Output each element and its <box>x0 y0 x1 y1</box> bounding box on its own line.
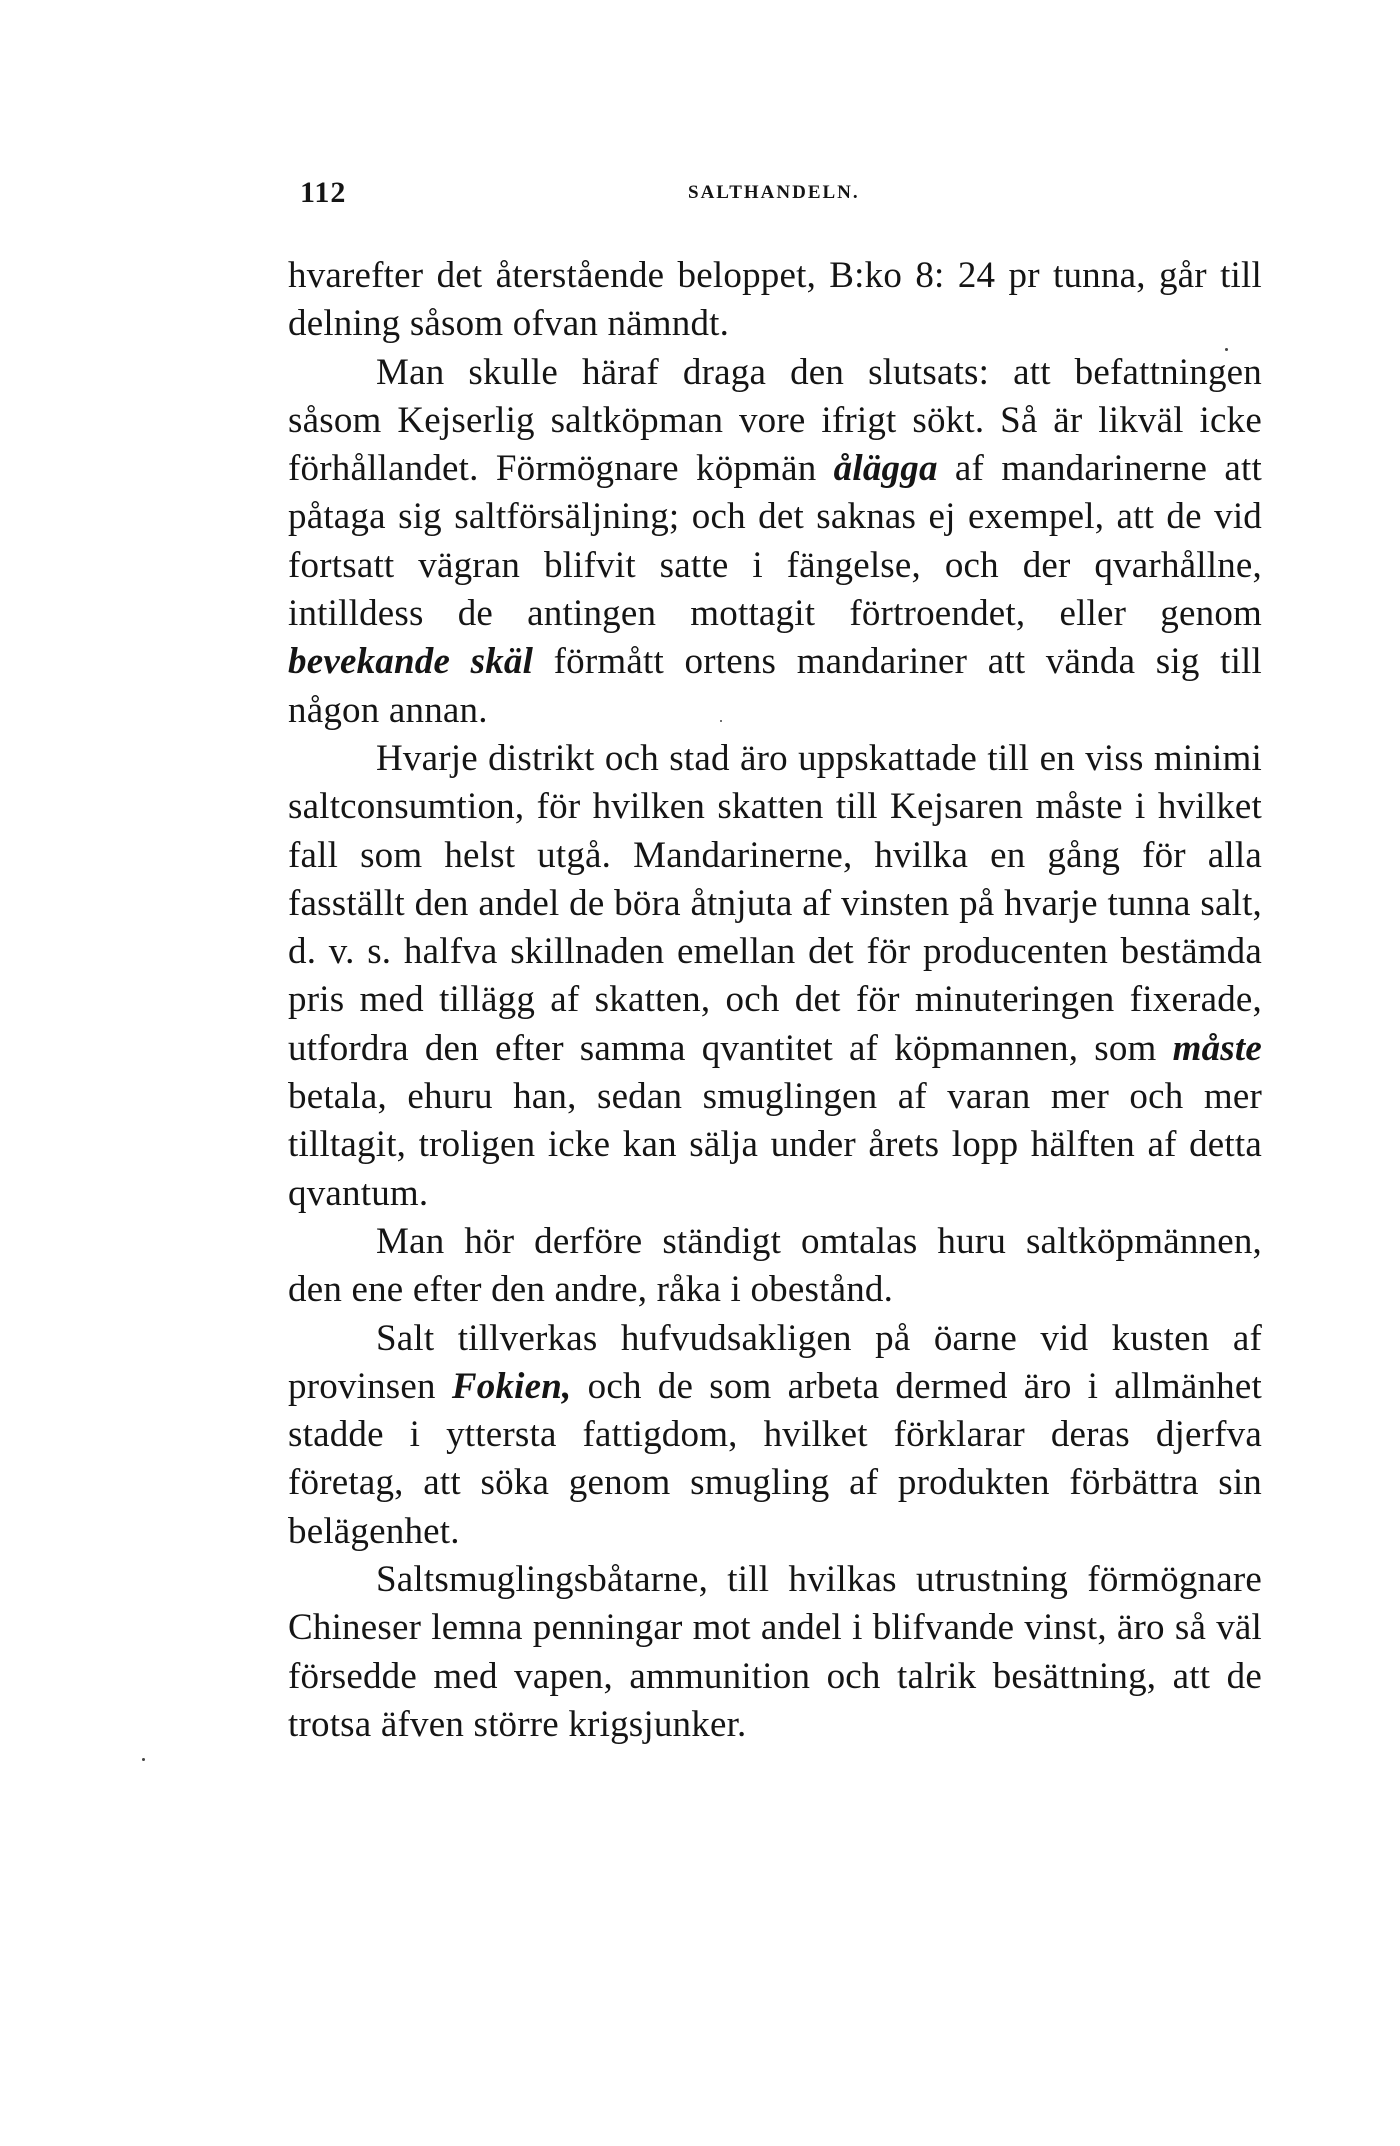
paragraph <box>288 1315 1262 1556</box>
running-title: SALTHANDELN. <box>688 182 860 203</box>
print-speck <box>720 720 722 722</box>
print-speck <box>142 1758 145 1761</box>
text-run: förmått ortens mandariner att vända sig till någon annan. <box>288 641 1263 731</box>
paragraph <box>288 349 1262 735</box>
paragraph <box>288 1218 1262 1315</box>
italic-text: bevekande skäl <box>288 641 534 683</box>
running-head <box>300 176 1280 216</box>
italic-text: ålägga <box>833 448 938 490</box>
text-run: Man hör derföre ständigt omtalas huru saltköpmännen, den ene efter den andre, råka i obestånd. <box>288 1220 1262 1311</box>
text-run: hvarefter det återstående beloppet, B:ko 8: 24 pr tunna, går till delning såsom ofvan nämndt. <box>288 255 1262 345</box>
body-text <box>288 252 1262 1749</box>
paragraph <box>288 1556 1262 1749</box>
italic-text: måste <box>1172 1027 1262 1069</box>
text-run: af mandarinerne att påtaga sig saltförsäljning; och det saknas ej exempel, att de vid fortsatt vägran blifvit satte i fängelse, och der qvarhållne, intilldess de antingen mottagit förtroendet, eller genom <box>288 448 1262 635</box>
text-run: Man skulle häraf draga den slutsats: att befattningen såsom Kejserlig saltköpman vore ifrigt sökt. Så är likväl icke förhållandet. Förmögnare köpmän <box>288 351 1262 490</box>
italic-text: Fokien, <box>451 1365 572 1407</box>
text-run: Hvarje distrikt och stad äro uppskattade till en viss minimi saltconsumtion, för hvilken skatten till Kejsaren måste i hvilket fall som helst utgå. Mandarinerne, hvilka en gång för alla fasställt den andel de böra åtnjuta af vinsten på hvarje tunna salt, d. v. s. halfva skillnaden emellan det för producenten bestämda pris med tillägg af skatten, och det för minuteringen fixerade, utfordra den efter samma qvantitet af köpmannen, som <box>288 737 1262 1069</box>
paragraph <box>288 252 1262 349</box>
text-run: Saltsmuglingsbåtarne, till hvilkas utrustning förmögnare Chineser lemna penningar mot andel i blifvande vinst, äro så väl försedde med vapen, ammunition och talrik besättning, att de trotsa äfven större krigsjunker. <box>288 1559 1262 1745</box>
text-run: och de som arbeta dermed äro i allmänhet stadde i yttersta fattigdom, hvilket förklarar deras djerfva företag, att söka genom smugling af produkten förbättra sin belägenhet. <box>288 1365 1262 1552</box>
paragraph <box>288 735 1262 1218</box>
print-speck <box>1225 348 1228 351</box>
page-number: 112 <box>300 176 347 209</box>
text-run: Salt tillverkas hufvudsakligen på öarne vid kusten af provinsen <box>288 1317 1262 1407</box>
text-run: betala, ehuru han, sedan smuglingen af varan mer och mer tilltagit, troligen icke kan sälja under årets lopp hälften af detta qvantum. <box>288 1076 1262 1214</box>
